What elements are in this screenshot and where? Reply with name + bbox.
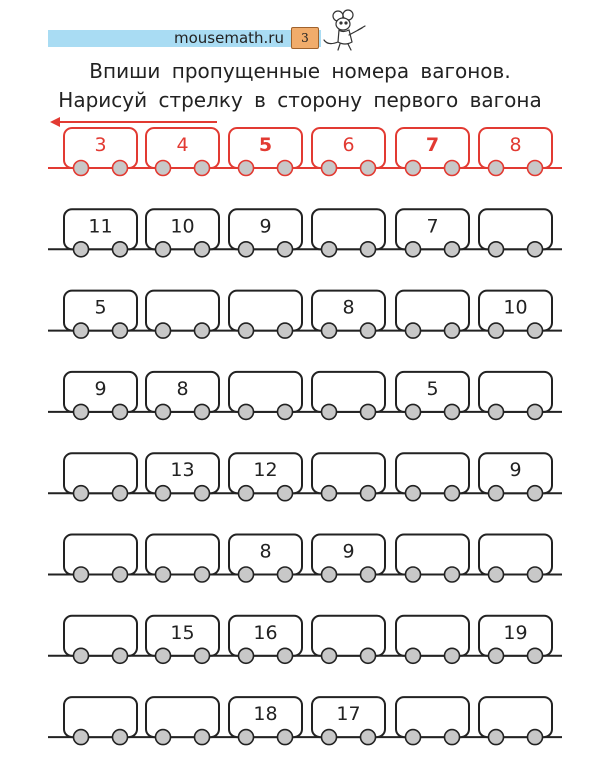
wagon[interactable] xyxy=(146,209,219,256)
wheel-icon xyxy=(489,242,504,257)
wagon-number: 17 xyxy=(336,703,361,726)
wagon[interactable] xyxy=(229,616,302,664)
wheel-icon xyxy=(406,486,421,501)
wagon-body xyxy=(396,697,469,737)
wheel-icon xyxy=(239,567,254,582)
wheel-icon xyxy=(406,648,421,663)
train-row xyxy=(48,535,562,583)
wagon[interactable] xyxy=(312,453,385,501)
wheel-icon xyxy=(322,486,337,501)
wagon-number: 8 xyxy=(509,134,522,156)
wheel-icon xyxy=(195,161,210,176)
wheel-icon xyxy=(156,730,171,745)
wagon[interactable] xyxy=(312,697,385,745)
wagon[interactable] xyxy=(229,291,302,339)
wagon-body xyxy=(479,209,552,249)
wheel-icon xyxy=(195,323,210,338)
wheel-icon xyxy=(195,730,210,745)
wagon-number: 7 xyxy=(426,215,439,238)
wagon-body xyxy=(146,697,219,737)
wagon-body xyxy=(64,616,137,656)
wheel-icon xyxy=(156,323,171,338)
wheel-icon xyxy=(278,648,293,663)
wheel-icon xyxy=(74,404,89,419)
page-number-badge: 3 xyxy=(291,27,319,49)
wagon[interactable] xyxy=(64,535,137,583)
wheel-icon xyxy=(445,404,460,419)
wheel-icon xyxy=(278,567,293,582)
wheel-icon xyxy=(156,404,171,419)
wheel-icon xyxy=(361,161,376,176)
wheel-icon xyxy=(113,323,128,338)
wagon xyxy=(146,128,219,176)
wagon-body xyxy=(64,453,137,493)
wagon-body xyxy=(229,372,302,412)
wagon[interactable] xyxy=(312,291,385,339)
wheel-icon xyxy=(239,323,254,338)
wheel-icon xyxy=(278,323,293,338)
wagon[interactable] xyxy=(229,535,302,583)
wagon-number: 18 xyxy=(253,703,278,726)
wagon-body xyxy=(396,535,469,575)
instruction-line-2: Нарисуй стрелку в сторону первого вагона xyxy=(58,88,542,112)
wagon[interactable] xyxy=(479,697,552,745)
wheel-icon xyxy=(528,404,543,419)
wheel-icon xyxy=(322,323,337,338)
wheel-icon xyxy=(156,161,171,176)
wheel-icon xyxy=(195,567,210,582)
wheel-icon xyxy=(322,161,337,176)
wheel-icon xyxy=(528,486,543,501)
wheel-icon xyxy=(322,567,337,582)
wheel-icon xyxy=(74,648,89,663)
wagon-body xyxy=(312,616,385,656)
wheel-icon xyxy=(361,404,376,419)
wheel-icon xyxy=(489,404,504,419)
wagon xyxy=(229,128,302,176)
wagon[interactable] xyxy=(396,535,469,583)
wagon[interactable] xyxy=(479,453,552,501)
wagon[interactable] xyxy=(479,209,552,256)
wheel-icon xyxy=(445,242,460,257)
wagon-number: 9 xyxy=(342,540,355,563)
wagon[interactable] xyxy=(396,372,469,420)
wagon[interactable] xyxy=(146,372,219,420)
train-row xyxy=(48,616,562,664)
wagon-number: 13 xyxy=(170,459,195,482)
wheel-icon xyxy=(528,161,543,176)
wagon-body xyxy=(312,372,385,412)
wagon-number: 10 xyxy=(503,296,528,319)
wagon-number: 5 xyxy=(426,377,439,400)
wheel-icon xyxy=(445,648,460,663)
wheel-icon xyxy=(322,648,337,663)
wheel-icon xyxy=(156,567,171,582)
wagon[interactable] xyxy=(64,616,137,664)
wagon-number: 8 xyxy=(259,540,272,563)
wagon[interactable] xyxy=(479,291,552,339)
wagon[interactable] xyxy=(396,209,469,256)
wagon[interactable] xyxy=(229,697,302,745)
wheel-icon xyxy=(113,567,128,582)
wagon-number: 16 xyxy=(253,621,278,644)
wheel-icon xyxy=(528,242,543,257)
wheel-icon xyxy=(113,242,128,257)
wheel-icon xyxy=(113,730,128,745)
wagon-number: 7 xyxy=(425,134,440,156)
wagon[interactable] xyxy=(64,453,137,501)
wheel-icon xyxy=(322,730,337,745)
wheel-icon xyxy=(239,161,254,176)
wheel-icon xyxy=(406,404,421,419)
wheel-icon xyxy=(489,486,504,501)
wheel-icon xyxy=(361,567,376,582)
direction-arrow-icon xyxy=(50,117,217,127)
wheel-icon xyxy=(113,161,128,176)
wheel-icon xyxy=(528,567,543,582)
wagon[interactable] xyxy=(146,697,219,745)
wagon[interactable] xyxy=(396,697,469,745)
wheel-icon xyxy=(361,730,376,745)
wagon-number: 12 xyxy=(253,459,278,482)
train-row xyxy=(48,209,562,256)
wagon[interactable] xyxy=(479,535,552,583)
wheel-icon xyxy=(278,486,293,501)
wagon-body xyxy=(312,209,385,249)
wagon[interactable] xyxy=(396,291,469,339)
wheel-icon xyxy=(361,242,376,257)
wheel-icon xyxy=(278,161,293,176)
wheel-icon xyxy=(489,648,504,663)
wheel-icon xyxy=(406,567,421,582)
wagon[interactable] xyxy=(312,209,385,256)
wheel-icon xyxy=(239,730,254,745)
wagon-number: 5 xyxy=(94,296,107,319)
wagon-number: 3 xyxy=(94,134,107,156)
wagon-number: 9 xyxy=(259,215,272,238)
wheel-icon xyxy=(445,486,460,501)
wagon[interactable] xyxy=(396,616,469,664)
wheel-icon xyxy=(278,730,293,745)
wagon-body xyxy=(64,535,137,575)
wagon[interactable] xyxy=(146,291,219,339)
wagon-number: 15 xyxy=(170,621,195,644)
wheel-icon xyxy=(195,486,210,501)
train-row xyxy=(48,697,562,745)
wheel-icon xyxy=(445,567,460,582)
wheel-icon xyxy=(528,648,543,663)
wagon-body xyxy=(479,372,552,412)
wheel-icon xyxy=(74,161,89,176)
wagon[interactable] xyxy=(64,291,137,339)
wagon[interactable] xyxy=(479,372,552,420)
wheel-icon xyxy=(239,648,254,663)
wagon[interactable] xyxy=(396,453,469,501)
wheel-icon xyxy=(113,648,128,663)
wagon-body xyxy=(396,291,469,331)
wheel-icon xyxy=(445,323,460,338)
wheel-icon xyxy=(489,730,504,745)
wagon-body xyxy=(64,697,137,737)
wheel-icon xyxy=(278,242,293,257)
wheel-icon xyxy=(489,567,504,582)
wheel-icon xyxy=(361,648,376,663)
train-row xyxy=(48,453,562,501)
wagon-body xyxy=(396,453,469,493)
instruction-line-1: Впиши пропущенные номера вагонов. xyxy=(89,59,511,83)
wagon[interactable] xyxy=(64,697,137,745)
wagon[interactable] xyxy=(229,209,302,256)
wagon xyxy=(64,128,137,176)
wagon-number: 4 xyxy=(176,134,189,156)
wheel-icon xyxy=(406,242,421,257)
wagon-number: 8 xyxy=(342,296,355,319)
wagon-number: 6 xyxy=(342,134,355,156)
wheel-icon xyxy=(278,404,293,419)
wheel-icon xyxy=(528,323,543,338)
train-row xyxy=(48,372,562,420)
wagon[interactable] xyxy=(146,616,219,664)
wagon-number: 19 xyxy=(503,621,528,644)
wheel-icon xyxy=(195,404,210,419)
wagon[interactable] xyxy=(64,209,137,256)
wagon[interactable] xyxy=(229,453,302,501)
wagon-body xyxy=(479,697,552,737)
wagon[interactable] xyxy=(312,372,385,420)
wheel-icon xyxy=(361,486,376,501)
wheel-icon xyxy=(113,486,128,501)
wagon-number: 9 xyxy=(509,459,522,482)
site-label: mousemath.ru xyxy=(174,29,284,47)
wheel-icon xyxy=(445,161,460,176)
wheel-icon xyxy=(239,486,254,501)
wagon[interactable] xyxy=(312,535,385,583)
wheel-icon xyxy=(406,323,421,338)
wheel-icon xyxy=(74,242,89,257)
wheel-icon xyxy=(445,730,460,745)
wagon[interactable] xyxy=(479,616,552,664)
wagon[interactable] xyxy=(146,535,219,583)
wheel-icon xyxy=(322,404,337,419)
wheel-icon xyxy=(361,323,376,338)
wagon xyxy=(479,128,552,176)
wheel-icon xyxy=(322,242,337,257)
train-row xyxy=(48,291,562,339)
wagon xyxy=(312,128,385,176)
wagon-number: 11 xyxy=(88,215,113,238)
example-train xyxy=(48,128,562,176)
wagon[interactable] xyxy=(64,372,137,420)
wagon-number: 8 xyxy=(176,377,189,400)
wheel-icon xyxy=(406,161,421,176)
wheel-icon xyxy=(74,486,89,501)
wheel-icon xyxy=(489,161,504,176)
wheel-icon xyxy=(406,730,421,745)
wagon-body xyxy=(396,616,469,656)
wagon-number: 10 xyxy=(170,215,195,238)
wheel-icon xyxy=(239,242,254,257)
wagon-body xyxy=(312,453,385,493)
wheel-icon xyxy=(113,404,128,419)
wheel-icon xyxy=(489,323,504,338)
wheel-icon xyxy=(195,648,210,663)
wagon[interactable] xyxy=(146,453,219,501)
wagon-body xyxy=(146,291,219,331)
wagon-number: 5 xyxy=(258,134,273,156)
wheel-icon xyxy=(156,648,171,663)
wheel-icon xyxy=(156,242,171,257)
wagon-body xyxy=(146,535,219,575)
wheel-icon xyxy=(74,730,89,745)
wagon xyxy=(396,128,469,176)
wheel-icon xyxy=(195,242,210,257)
wheel-icon xyxy=(239,404,254,419)
wheel-icon xyxy=(156,486,171,501)
wagon[interactable] xyxy=(229,372,302,420)
wagon-body xyxy=(479,535,552,575)
wagon-body xyxy=(229,291,302,331)
wheel-icon xyxy=(74,567,89,582)
wheel-icon xyxy=(528,730,543,745)
wagon[interactable] xyxy=(312,616,385,664)
wheel-icon xyxy=(74,323,89,338)
wagon-number: 9 xyxy=(94,377,107,400)
